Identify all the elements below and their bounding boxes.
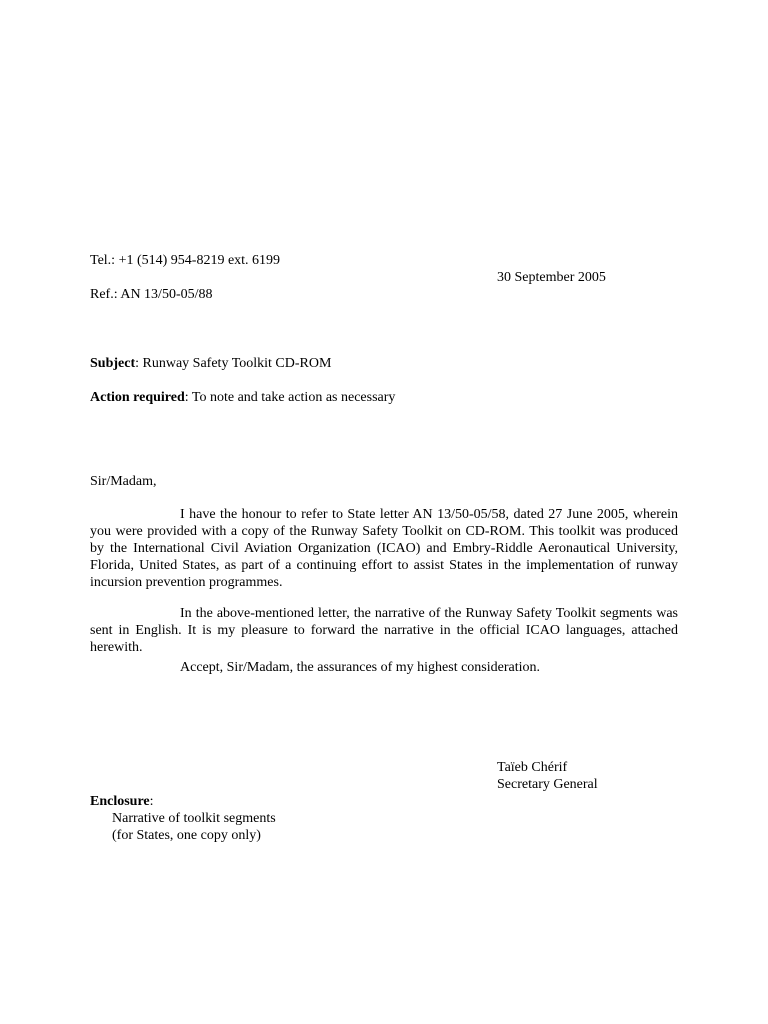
subject-line — [90, 355, 331, 372]
signatory-title: Secretary General — [497, 777, 598, 792]
letter-date: 30 September 2005 — [497, 270, 606, 285]
salutation: Sir/Madam, — [90, 474, 157, 489]
body-paragraph-3: Accept, Sir/Madam, the assurances of my highest consideration. — [180, 660, 541, 675]
action-value: : To note and take action as necessary — [184, 390, 396, 405]
body-paragraph-1: I have the honour to refer to State letter AN 13/50-05/58, dated 27 June 2005, wherein you were provided with a copy of the Runway Safety Toolkit on CD-ROM. This toolkit was produced by the International Civil Aviation Organization (ICAO) and Embry-Riddle Aeronautical University, Florida, United States, as part of a continuing effort to assist States in the implementation of runway incursion prevention programmes. — [90, 507, 678, 590]
reference-line: Ref.: AN 13/50-05/88 — [90, 287, 213, 302]
subject-value: : Runway Safety Toolkit CD-ROM — [135, 356, 332, 371]
signature-block — [497, 759, 598, 793]
action-required-line — [90, 389, 395, 406]
enclosure-label: Enclosure — [90, 794, 150, 809]
enclosure-item: Narrative of toolkit segments — [112, 811, 276, 826]
signatory-name: Taïeb Chérif — [497, 760, 568, 775]
enclosure-heading — [90, 793, 154, 810]
enclosure-colon: : — [149, 794, 154, 809]
enclosure-item: (for States, one copy only) — [112, 828, 261, 843]
body-paragraph-2: In the above-mentioned letter, the narrative of the Runway Safety Toolkit segments was sent in English. It is my pleasure to forward the narrative in the official ICAO languages, attached herewith. — [90, 606, 678, 655]
telephone-line: Tel.: +1 (514) 954-8219 ext. 6199 — [90, 253, 281, 268]
enclosure-list — [112, 810, 276, 844]
subject-label: Subject — [90, 356, 136, 371]
action-label: Action required — [90, 390, 185, 405]
